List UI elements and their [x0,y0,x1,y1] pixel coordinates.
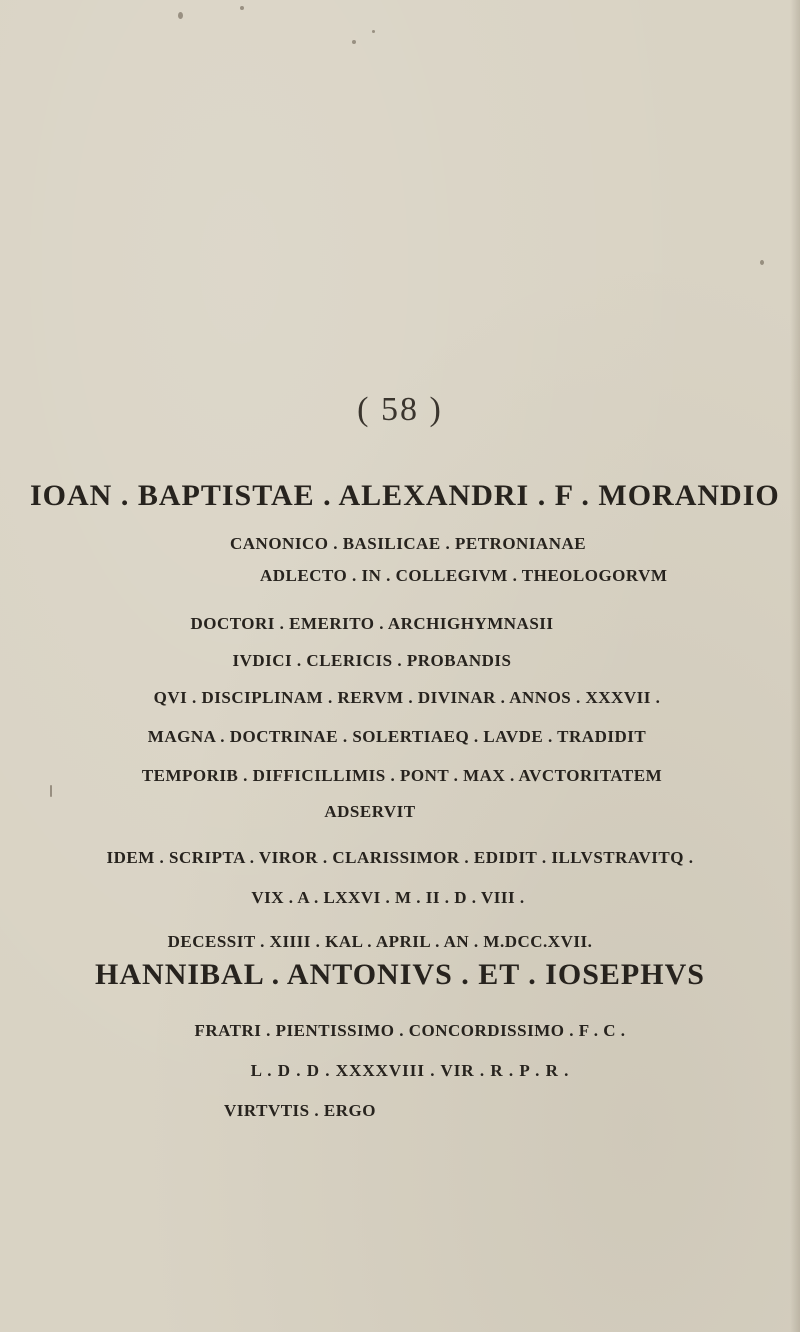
inscription-line-8: TEMPORIB . DIFFICILLIMIS . PONT . MAX . AVCTORITATEM [141,766,663,785]
inscription-line-14: FRATRI . PIENTISSIMO . CONCORDISSIMO . F . C . [194,1021,626,1040]
paper-speck [372,30,375,33]
inscription-line-9: ADSERVIT [324,802,416,821]
inscription-line-3: ADLECTO . IN . COLLEGIVM . THEOLOGORVM [260,566,668,585]
inscription-line-12: DECESSIT . XIIII . KAL . APRIL . AN . M.DCC.XVII. [167,932,593,951]
inscription-line-13: HANNIBAL . ANTONIVS . ET . IOSEPHVS [95,958,705,991]
paper-speck [50,785,52,797]
inscription-line-7: MAGNA . DOCTRINAE . SOLERTIAEQ . LAVDE . TRADIDIT [147,727,647,746]
inscription-line-10: IDEM . SCRIPTA . VIROR . CLARISSIMOR . EDIDIT . ILLVSTRAVITQ . [106,848,694,867]
inscription-line-16: VIRTVTIS . ERGO [224,1101,376,1120]
inscription-line-1: IOAN . BAPTISTAE . ALEXANDRI . F . MORANDIO [30,479,780,512]
inscription-line-6: QVI . DISCIPLINAM . RERVM . DIVINAR . ANNOS . XXXVII . [153,688,661,707]
inscription-line-11: VIX . A . LXXVI . M . II . D . VIII . [251,888,525,907]
paper-speck [352,40,356,44]
paper-speck [178,12,183,19]
inscription-line-15: L . D . D . XXXXVIII . VIR . R . P . R . [250,1061,570,1080]
inscription-line-5: IVDICI . CLERICIS . PROBANDIS [232,651,512,670]
inscription-line-4: DOCTORI . EMERITO . ARCHIGHYMNASII [190,614,554,633]
paper-speck [240,6,244,10]
paper-speck [760,260,764,265]
page-edge-shadow [790,0,800,1332]
inscription-line-2: CANONICO . BASILICAE . PETRONIANAE [230,534,587,553]
page-number: ( 58 ) [357,391,443,428]
